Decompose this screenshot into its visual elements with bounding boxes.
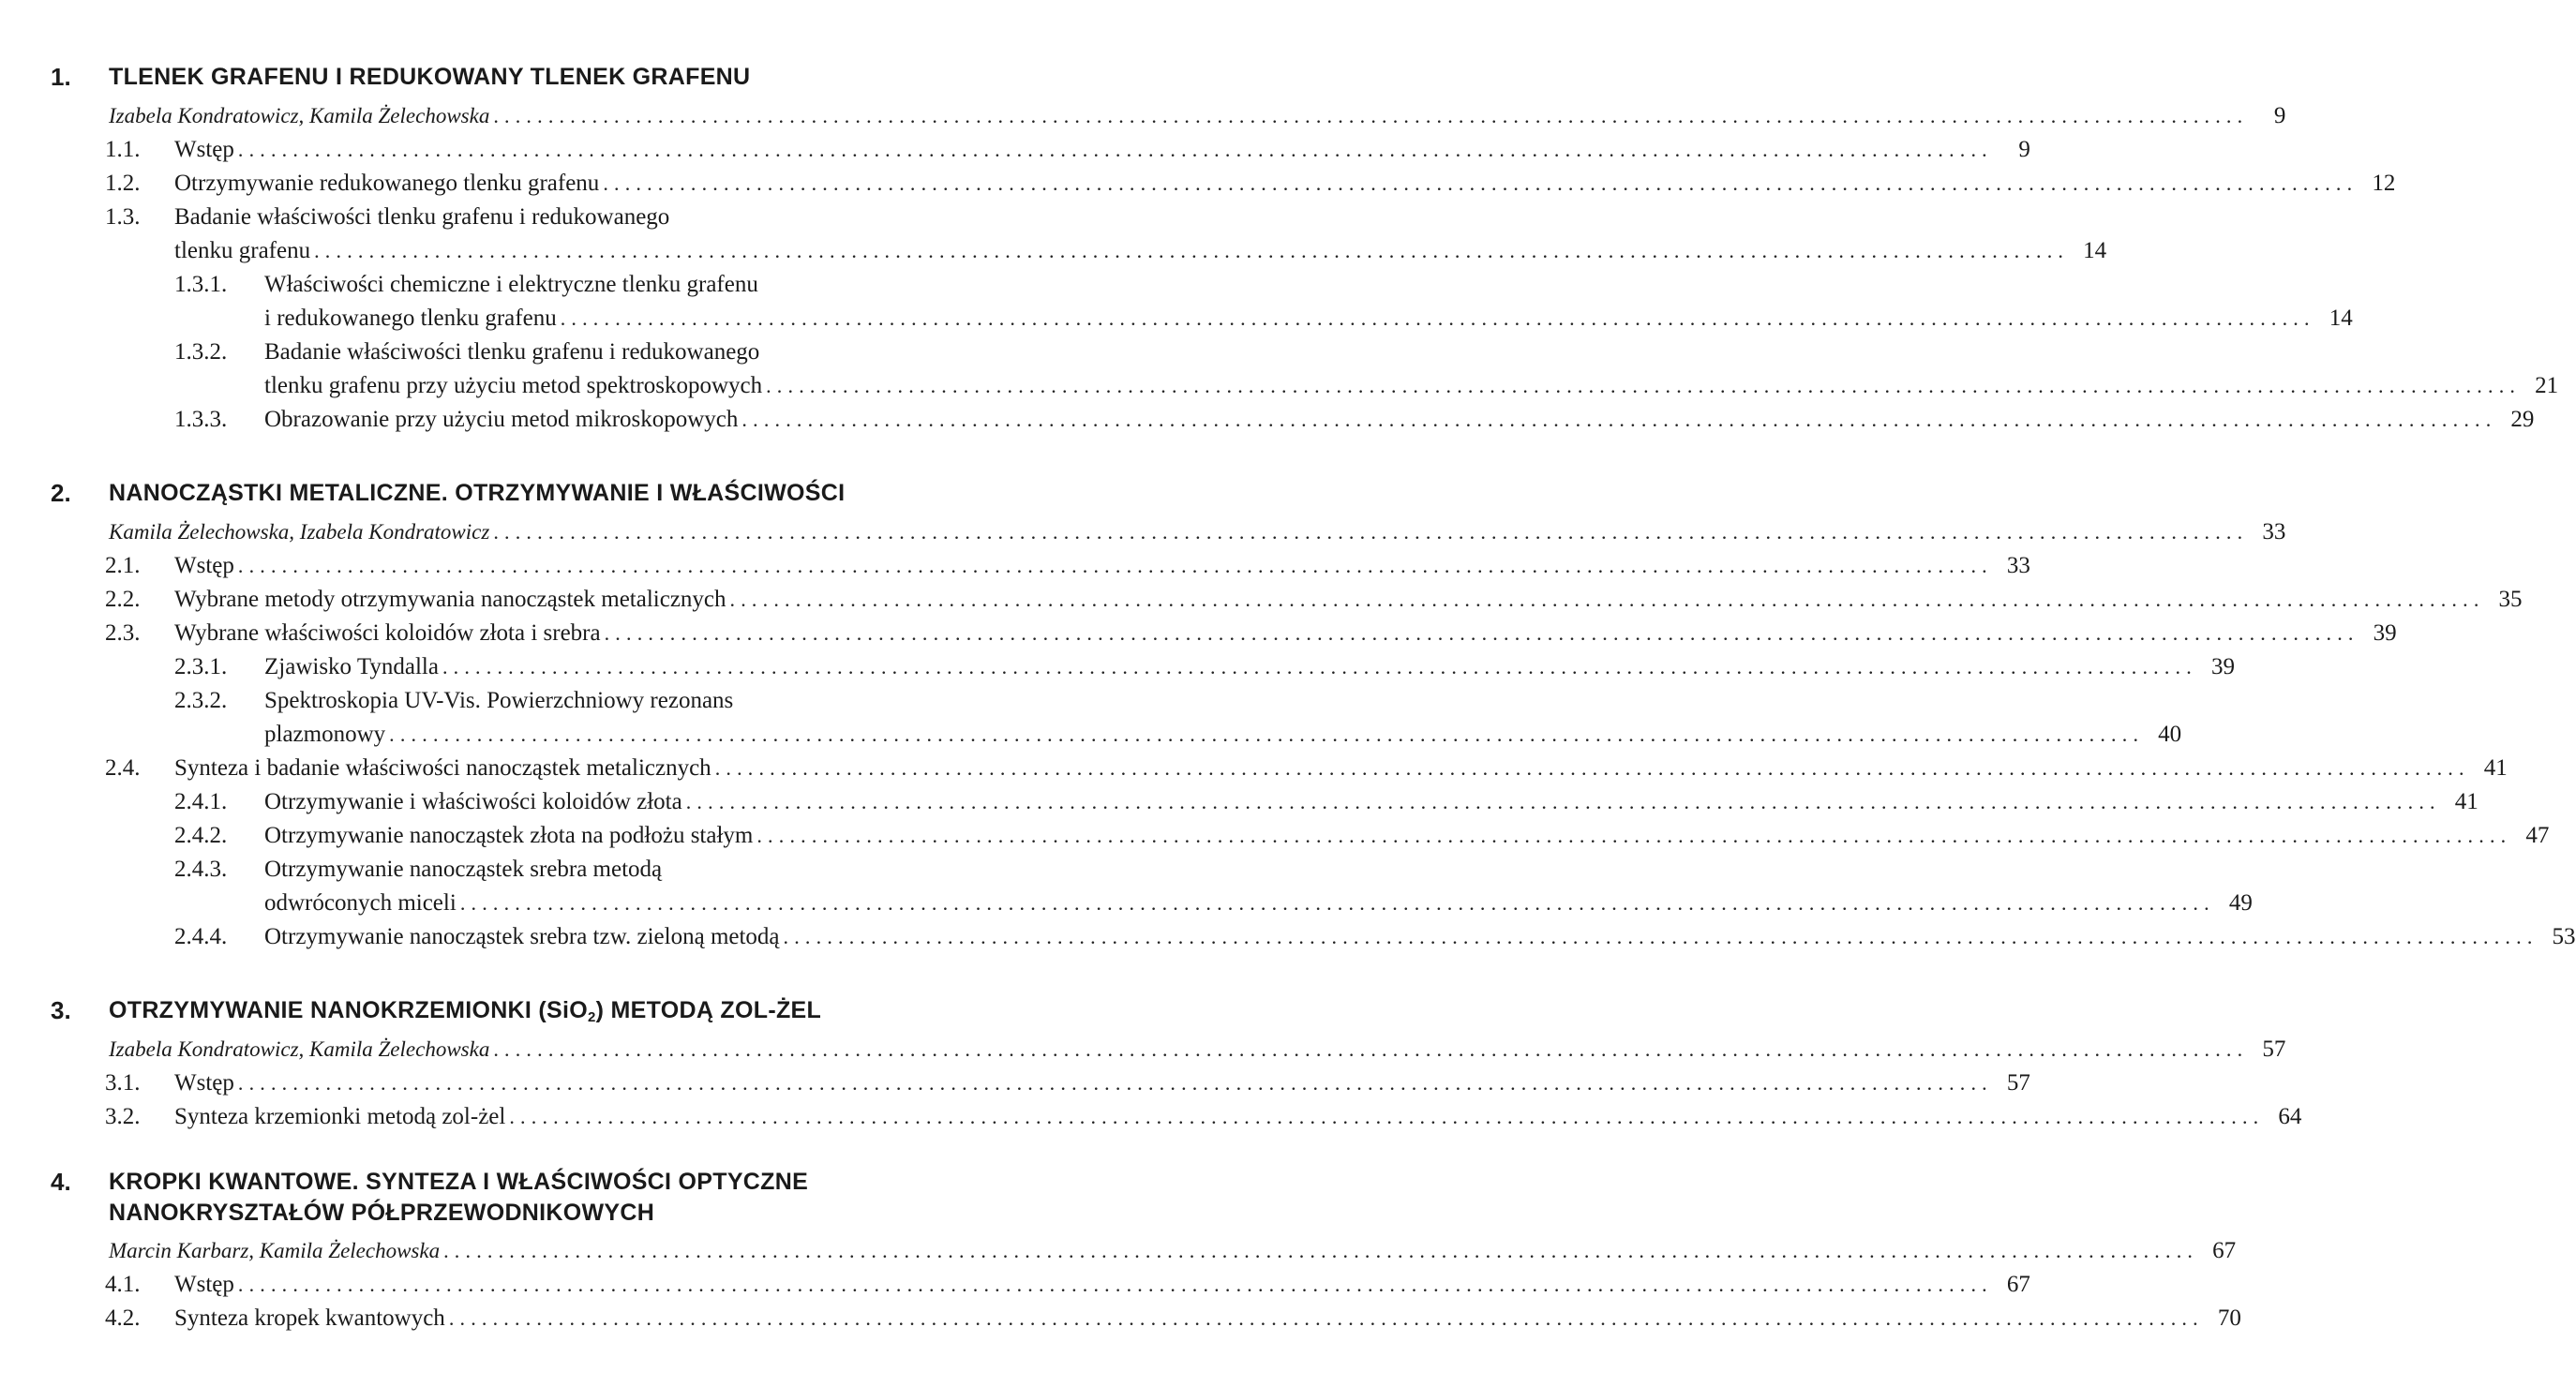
section-title: Synteza krzemionki metodą zol-żel [174, 1104, 506, 1129]
page-number: 67 [2212, 1238, 2237, 1263]
page-number: 41 [2483, 755, 2508, 781]
chapter-authors-row[interactable] [0, 1033, 2286, 1066]
section-title: plazmonowy [264, 722, 386, 747]
page-number: 29 [2510, 407, 2535, 432]
page-number: 14 [2083, 238, 2107, 263]
page-number: 57 [2262, 1037, 2286, 1062]
page-number: 40 [2158, 722, 2182, 747]
chapter-heading [0, 62, 1057, 99]
section-number: 4.2. [105, 1305, 141, 1331]
section-title: odwróconych miceli [264, 890, 457, 916]
page-number: 14 [2329, 306, 2353, 331]
page-number: 39 [2210, 654, 2235, 679]
toc-entry[interactable] [0, 684, 2182, 752]
dot-leader: ................................................................................................................................................................ [389, 723, 2145, 746]
page-number: 9 [2018, 137, 2030, 162]
chapter-authors-row[interactable] [0, 1234, 2237, 1268]
toc-entry[interactable] [0, 133, 2030, 167]
section-number: 2.1. [105, 553, 141, 578]
page-number: 33 [2262, 519, 2286, 544]
section-title: Synteza kropek kwantowych [174, 1305, 445, 1331]
chapter-authors-row[interactable] [0, 515, 2286, 549]
section-number: 1.3.1. [174, 272, 228, 297]
page-number: 70 [2217, 1305, 2241, 1331]
toc-entry[interactable] [0, 1066, 2030, 1100]
dot-leader: ................................................................................................................................................................ [729, 588, 2485, 611]
section-title: tlenku grafenu przy użyciu metod spektroskopowych [264, 373, 763, 398]
section-title: Otrzymywanie redukowanego tlenku grafenu [174, 171, 600, 196]
section-title: Otrzymywanie nanocząstek złota na podłożu stałym [264, 823, 754, 848]
section-title: Obrazowanie przy użyciu metod mikroskopowych [264, 407, 739, 432]
section-number: 3.1. [105, 1070, 141, 1096]
dot-leader: ................................................................................................................................................................ [714, 756, 2470, 780]
chapter-authors: Izabela Kondratowicz, Kamila Żelechowska [109, 1037, 490, 1061]
chapter-heading [0, 995, 1057, 1033]
chapter-3 [0, 995, 2302, 1134]
chapter-2 [0, 478, 2576, 954]
dot-leader: ................................................................................................................................................................ [459, 891, 2215, 915]
dot-leader: ................................................................................................................................................................ [443, 1239, 2199, 1262]
chapter-4 [0, 1167, 2241, 1335]
section-title: Otrzymywanie nanocząstek srebra tzw. zieloną metodą [264, 924, 780, 949]
chapter-authors-row[interactable] [0, 99, 2286, 133]
section-title-line1: Spektroskopia UV-Vis. Powierzchniowy rezonans [264, 688, 734, 713]
page-number: 47 [2525, 823, 2550, 848]
toc-entry[interactable] [0, 617, 2397, 650]
section-title-line1: Badanie właściwości tlenku grafenu i redukowanego [264, 339, 760, 365]
section-title: Wybrane właściwości koloidów złota i srebra [174, 620, 601, 646]
toc-entry[interactable] [0, 583, 2523, 617]
toc-entry[interactable] [0, 819, 2550, 853]
section-title: Wstęp [174, 1272, 234, 1297]
dot-leader: ................................................................................................................................................................ [741, 408, 2497, 431]
chapter-heading [0, 478, 1057, 515]
chapter-title: OTRZYMYWANIE NANOKRZEMIONKI (SiO$_2$) METODĄ ZOL-ŻEL [109, 997, 822, 1025]
section-title: Wstęp [174, 553, 234, 578]
chapter-number: 4. [51, 1168, 71, 1196]
section-number: 4.1. [105, 1272, 141, 1297]
page-number: 35 [2498, 587, 2523, 612]
dot-leader: ................................................................................................................................................................ [314, 239, 2070, 262]
section-title: tlenku grafenu [174, 238, 311, 263]
chapter-heading [0, 1167, 1057, 1234]
chapter-title: NANOCZĄSTKI METALICZNE. OTRZYMYWANIE I WŁAŚCIWOŚCI [109, 480, 846, 506]
page-number: 49 [2228, 890, 2253, 916]
toc-entry[interactable] [0, 1268, 2030, 1302]
toc-entry[interactable] [0, 549, 2030, 583]
dot-leader: ................................................................................................................................................................ [560, 306, 2315, 330]
chapter-title: KROPKI KWANTOWE. SYNTEZA I WŁAŚCIWOŚCI OPTYCZNE NANOKRYSZTAŁÓW PÓŁPRZEWODNIKOWYCH [109, 1169, 809, 1226]
chapter-authors: Izabela Kondratowicz, Kamila Żelechowska [109, 104, 490, 127]
dot-leader: ................................................................................................................................................................ [237, 1273, 1993, 1296]
dot-leader: ................................................................................................................................................................ [493, 520, 2249, 544]
chapter-authors: Kamila Żelechowska, Izabela Kondratowicz [109, 520, 490, 544]
section-number: 1.3.2. [174, 339, 228, 365]
section-number: 2.3.1. [174, 654, 228, 679]
section-title: Otrzymywanie i właściwości koloidów złota [264, 789, 682, 814]
dot-leader: ................................................................................................................................................................ [237, 554, 1993, 577]
section-title-line1: Właściwości chemiczne i elektryczne tlenku grafenu [264, 272, 758, 297]
chapter-1 [0, 62, 2559, 437]
dot-leader: ................................................................................................................................................................ [442, 655, 2197, 679]
chapter-number: 2. [51, 479, 71, 507]
dot-leader: ................................................................................................................................................................ [493, 104, 2249, 127]
section-number: 2.4. [105, 755, 141, 781]
toc-entry[interactable] [0, 752, 2508, 785]
page-number: 53 [2552, 924, 2576, 949]
section-title-line1: Badanie właściwości tlenku grafenu i redukowanego [174, 204, 670, 230]
section-number: 2.4.1. [174, 789, 228, 814]
toc-entry[interactable] [0, 1302, 2241, 1335]
toc-entry[interactable] [0, 201, 2107, 268]
section-number: 2.3.2. [174, 688, 228, 713]
toc-entry[interactable] [0, 268, 2353, 336]
section-number: 2.4.4. [174, 924, 228, 949]
dot-leader: ................................................................................................................................................................ [237, 138, 1993, 161]
dot-leader: ................................................................................................................................................................ [766, 374, 2522, 397]
toc-entry[interactable] [0, 650, 2235, 684]
page-number: 64 [2278, 1104, 2302, 1129]
section-number: 1.3.3. [174, 407, 228, 432]
dot-leader: ................................................................................................................................................................ [603, 172, 2359, 195]
dot-leader: ................................................................................................................................................................ [237, 1071, 1993, 1095]
section-title-line1: Otrzymywanie nanocząstek srebra metodą [264, 857, 663, 882]
toc-entry[interactable] [0, 167, 2396, 201]
section-title: Wstęp [174, 137, 234, 162]
toc-entry[interactable] [0, 1100, 2302, 1134]
section-number: 1.3. [105, 204, 141, 230]
page-number: 41 [2454, 789, 2479, 814]
page-number: 12 [2372, 171, 2396, 196]
dot-leader: ................................................................................................................................................................ [493, 1037, 2249, 1061]
page-number: 39 [2373, 620, 2397, 646]
section-title: Synteza i badanie właściwości nanocząstek metalicznych [174, 755, 711, 781]
section-title: i redukowanego tlenku grafenu [264, 306, 557, 331]
toc-entry[interactable] [0, 336, 2559, 403]
section-number: 2.3. [105, 620, 141, 646]
dot-leader: ................................................................................................................................................................ [685, 790, 2441, 813]
toc-entry[interactable] [0, 853, 2253, 920]
dot-leader: ................................................................................................................................................................ [756, 824, 2512, 847]
chapter-authors: Marcin Karbarz, Kamila Żelechowska [109, 1239, 441, 1262]
toc-entry[interactable] [0, 785, 2479, 819]
chapter-number: 1. [51, 63, 71, 91]
chapter-title: TLENEK GRAFENU I REDUKOWANY TLENEK GRAFENU [109, 64, 751, 90]
page-number: 9 [2273, 103, 2286, 128]
section-number: 3.2. [105, 1104, 141, 1129]
section-title: Wstęp [174, 1070, 234, 1096]
chapter-number: 3. [51, 996, 71, 1024]
page-number: 21 [2535, 373, 2559, 398]
section-number: 2.4.3. [174, 857, 228, 882]
toc-entry[interactable] [0, 403, 2535, 437]
section-number: 1.1. [105, 137, 141, 162]
dot-leader: ................................................................................................................................................................ [509, 1105, 2265, 1128]
dot-leader: ................................................................................................................................................................ [783, 925, 2539, 948]
section-number: 2.2. [105, 587, 141, 612]
section-number: 2.4.2. [174, 823, 228, 848]
section-title: Zjawisko Tyndalla [264, 654, 439, 679]
dot-leader: ................................................................................................................................................................ [448, 1306, 2204, 1330]
toc-entry[interactable] [0, 920, 2576, 954]
section-title: Wybrane metody otrzymywania nanocząstek metalicznych [174, 587, 726, 612]
dot-leader: ................................................................................................................................................................ [604, 621, 2359, 645]
page-number: 67 [2006, 1272, 2030, 1297]
page-number: 33 [2006, 553, 2030, 578]
page-number: 57 [2006, 1070, 2030, 1096]
section-number: 1.2. [105, 171, 141, 196]
